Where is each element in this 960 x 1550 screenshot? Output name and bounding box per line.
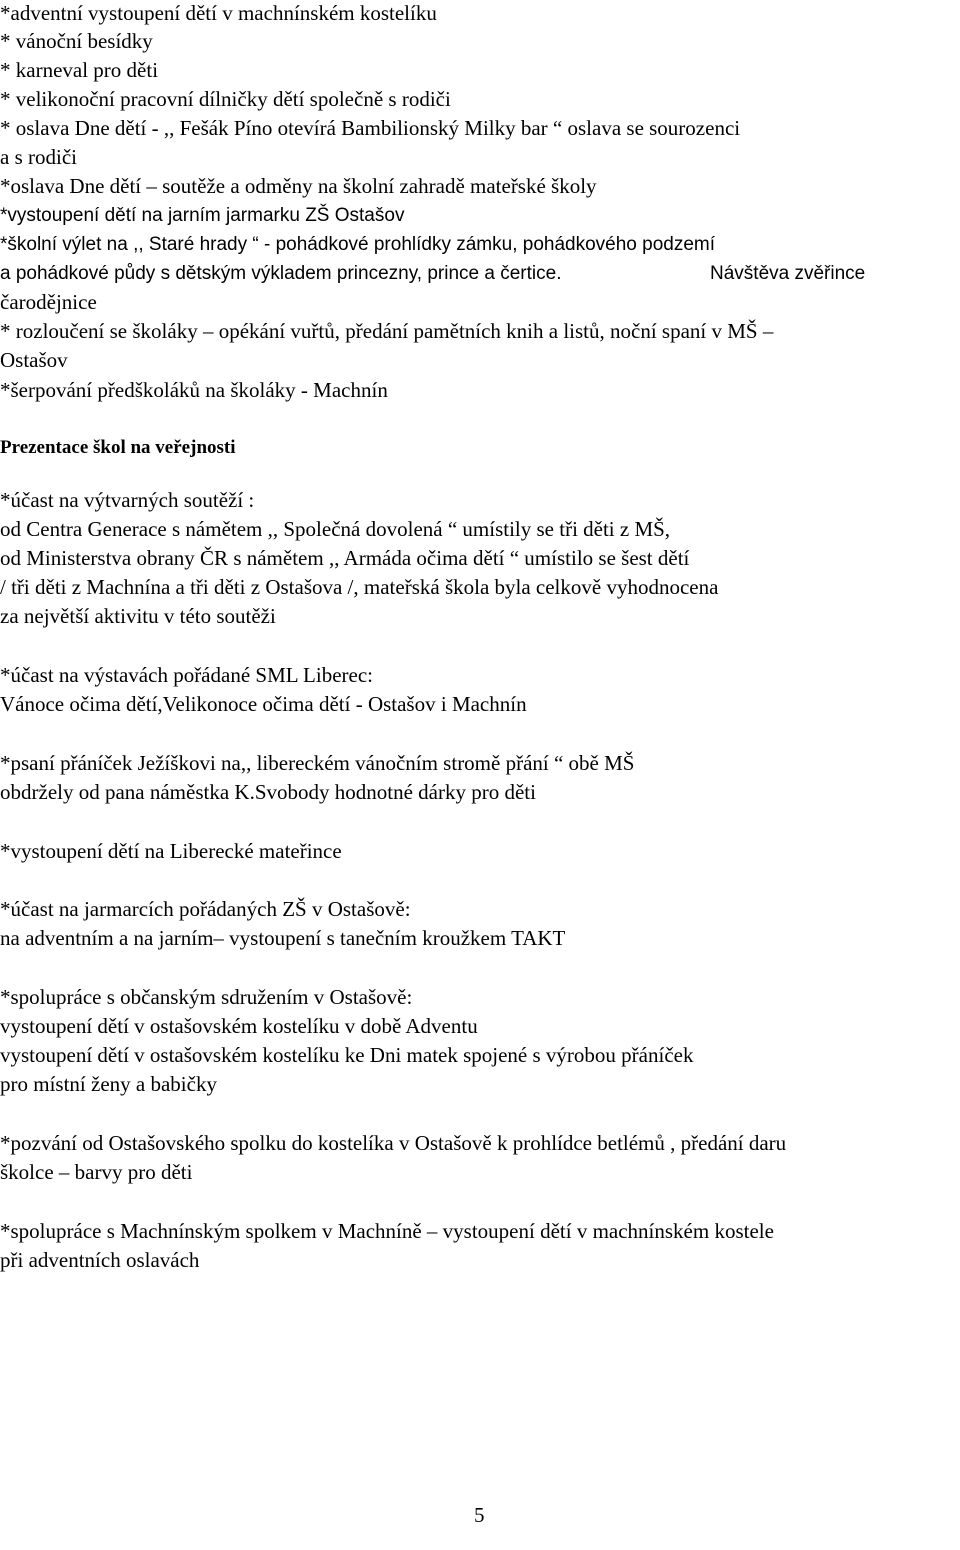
text-line: *vystoupení dětí na Liberecké mateřince: [0, 839, 342, 863]
text-line: *školní výlet na ,, Staré hrady “ - pohádkové prohlídky zámku, pohádkového podzemí: [0, 234, 716, 255]
text-line: Vánoce očima dětí,Velikonoce očima dětí - Ostašov i Machnín: [0, 692, 527, 716]
text-line: školce – barvy pro děti: [0, 1160, 193, 1184]
text-line: * velikonoční pracovní dílničky dětí společně s rodiči: [0, 87, 451, 111]
text-line: *účast na výtvarných soutěží :: [0, 488, 255, 512]
text-line: * rozloučení se školáky – opékání vuřtů, předání pamětních knih a listů, noční spaní v MŠ –: [0, 319, 774, 343]
text-line: Ostašov: [0, 348, 68, 372]
text-line: *pozvání od Ostašovského spolku do kostelíka v Ostašově k prohlídce betlémů , předání daru: [0, 1131, 787, 1155]
text-line: * vánoční besídky: [0, 29, 153, 53]
text-line: Návštěva zvěřince: [710, 263, 866, 284]
text-line: *spolupráce s Machnínským spolkem v Machníně – vystoupení dětí v machnínském kostele: [0, 1219, 774, 1243]
section-heading: Prezentace škol na veřejnosti: [0, 437, 236, 458]
text-line: od Ministerstva obrany ČR s námětem ,, Armáda očima dětí “ umístilo se šest dětí: [0, 546, 690, 570]
text-line: *účast na výstavách pořádané SML Liberec:: [0, 663, 373, 687]
text-line: vystoupení dětí v ostašovském kostelíku v době Adventu: [0, 1014, 478, 1038]
text-line: od Centra Generace s námětem ,, Společná dovolená “ umístily se tři děti z MŠ,: [0, 517, 671, 541]
text-line: *vystoupení dětí na jarním jarmarku ZŠ Ostašov: [0, 205, 405, 226]
text-line: *adventní vystoupení dětí v machnínském kostelíku: [0, 1, 437, 25]
text-line: čarodějnice: [0, 290, 97, 314]
text-line: za největší aktivitu v této soutěži: [0, 604, 276, 628]
text-line: obdržely od pana náměstka K.Svobody hodnotné dárky pro děti: [0, 780, 536, 804]
text-line: / tři děti z Machnína a tři děti z Ostašova /, mateřská škola byla celkově vyhodnocena: [0, 575, 719, 599]
text-line: *oslava Dne dětí – soutěže a odměny na školní zahradě mateřské školy: [0, 174, 597, 198]
text-line: *účast na jarmarcích pořádaných ZŠ v Ostašově:: [0, 897, 411, 921]
text-line: *šerpování předškoláků na školáky - Machnín: [0, 378, 388, 402]
text-line: vystoupení dětí v ostašovském kostelíku ke Dni matek spojené s výrobou přáníček: [0, 1043, 694, 1067]
text-line: na adventním a na jarním– vystoupení s tanečním kroužkem TAKT: [0, 926, 566, 950]
text-line: *psaní přáníček Ježíškovi na,, libereckém vánočním stromě přání “ obě MŠ: [0, 751, 635, 775]
text-line: pro místní ženy a babičky: [0, 1072, 217, 1096]
text-line: * karneval pro děti: [0, 58, 159, 82]
text-line: a s rodiči: [0, 145, 77, 169]
text-line: při adventních oslavách: [0, 1248, 200, 1272]
page-number: 5: [474, 1503, 485, 1527]
text-line: * oslava Dne dětí - ,, Fešák Píno otevírá Bambilionský Milky bar “ oslava se sourozenci: [0, 116, 741, 140]
text-line: a pohádkové půdy s dětským výkladem princezny, prince a čertice.: [0, 263, 562, 284]
text-line: *spolupráce s občanským sdružením v Ostašově:: [0, 985, 413, 1009]
